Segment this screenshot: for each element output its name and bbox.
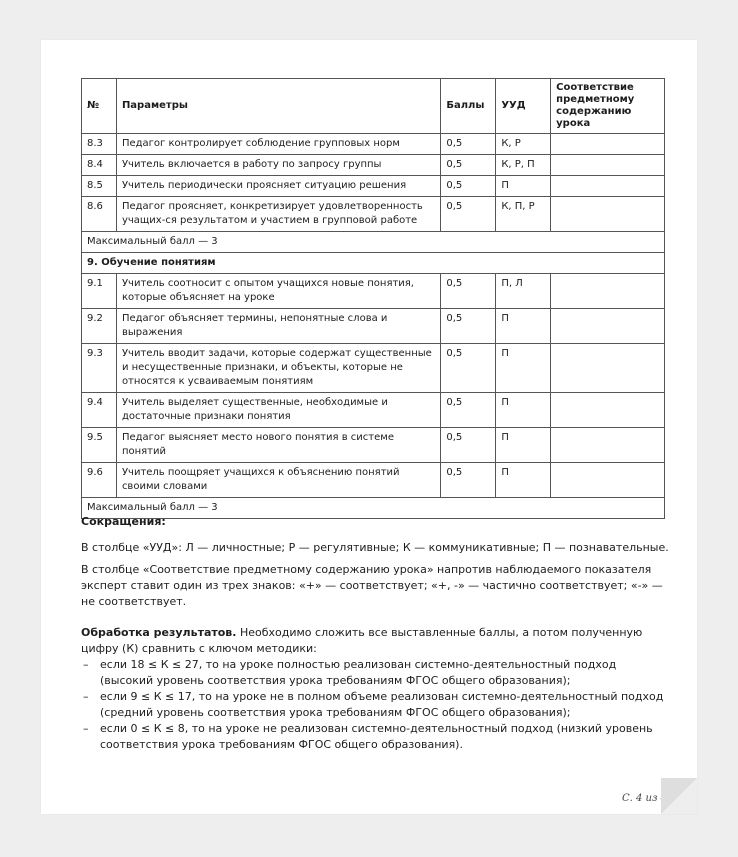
row-param: Учитель включается в работу по запросу группы: [116, 155, 440, 176]
header-num: №: [82, 79, 117, 134]
row-match: [551, 309, 665, 344]
row-uud: П: [496, 463, 551, 498]
list-item: [81, 689, 671, 721]
row-score: 0,5: [441, 428, 496, 463]
row-score: 0,5: [441, 155, 496, 176]
processing-title: Обработка результатов.: [81, 626, 237, 639]
row-match: [551, 344, 665, 393]
abbreviations-title: Сокращения:: [81, 515, 166, 528]
processing-intro: [81, 625, 671, 657]
row-uud: П: [496, 309, 551, 344]
row-score: 0,5: [441, 274, 496, 309]
row-uud: П: [496, 428, 551, 463]
row-uud: П: [496, 393, 551, 428]
row-score: 0,5: [441, 344, 496, 393]
table-row: [82, 197, 665, 232]
row-match: [551, 274, 665, 309]
table-row: [82, 463, 665, 498]
row-num: 8.6: [82, 197, 117, 232]
row-param: Учитель вводит задачи, которые содержат существенные и несущественные признаки, и объекты, которые не относятся к усваиваемым понятиям: [116, 344, 440, 393]
header-match: Соответствие предметному содержанию урока: [551, 79, 665, 134]
max-score-cell: Максимальный балл — 3: [82, 498, 665, 519]
processing-section: [81, 625, 671, 753]
abbreviations-match: В столбце «Соответствие предметному содержанию урока» напротив наблюдаемого показателя эксперт ставит один из трех знаков: «+» — соответствует; «+, -» — частично соответствует; «-» — не соответствует.: [81, 563, 663, 608]
table-row: [82, 176, 665, 197]
section-row: [82, 253, 665, 274]
row-num: 8.5: [82, 176, 117, 197]
row-score: 0,5: [441, 309, 496, 344]
table-row: [82, 393, 665, 428]
row-param: Учитель выделяет существенные, необходимые и достаточные признаки понятия: [116, 393, 440, 428]
row-param: Педагог объясняет термины, непонятные слова и выражения: [116, 309, 440, 344]
method-key-list: [81, 657, 671, 753]
max-score-row: [82, 232, 665, 253]
table-row: [82, 309, 665, 344]
header-score: Баллы: [441, 79, 496, 134]
row-num: 9.5: [82, 428, 117, 463]
table-row: [82, 134, 665, 155]
header-param: Параметры: [116, 79, 440, 134]
list-dash: –: [83, 722, 89, 735]
parameters-table: [81, 78, 665, 519]
row-score: 0,5: [441, 176, 496, 197]
row-uud: П, Л: [496, 274, 551, 309]
list-dash: –: [83, 690, 89, 703]
table-header-row: [82, 79, 665, 134]
row-param: Учитель соотносит с опытом учащихся новые понятия, которые объясняет на уроке: [116, 274, 440, 309]
row-match: [551, 393, 665, 428]
row-param: Учитель периодически проясняет ситуацию решения: [116, 176, 440, 197]
row-match: [551, 197, 665, 232]
row-param: Педагог контролирует соблюдение групповых норм: [116, 134, 440, 155]
abbreviations-section: [81, 514, 671, 610]
row-param: Педагог проясняет, конкретизирует удовлетворенность учащих-ся результатом и участием в групповой работе: [116, 197, 440, 232]
section-title: 9. Обучение понятиям: [82, 253, 665, 274]
list-item: [81, 657, 671, 689]
list-item-text: если 9 ≤ К ≤ 17, то на уроке не в полном объеме реализован системно-деятельностный подход (средний уровень соответствия урока требованиям ФГОС общего образования);: [100, 690, 664, 719]
page-corner-fold: [661, 778, 697, 814]
table-row: [82, 274, 665, 309]
max-score-cell: Максимальный балл — 3: [82, 232, 665, 253]
row-score: 0,5: [441, 197, 496, 232]
row-uud: П: [496, 176, 551, 197]
row-param: Педагог выясняет место нового понятия в системе понятий: [116, 428, 440, 463]
row-num: 9.3: [82, 344, 117, 393]
row-num: 8.4: [82, 155, 117, 176]
header-uud: УУД: [496, 79, 551, 134]
row-match: [551, 134, 665, 155]
row-match: [551, 428, 665, 463]
row-num: 9.2: [82, 309, 117, 344]
table-row: [82, 344, 665, 393]
document-page: [41, 40, 697, 814]
row-num: 9.6: [82, 463, 117, 498]
row-num: 9.1: [82, 274, 117, 309]
abbreviations-uud: В столбце «УУД»: Л — личностные; Р — регулятивные; К — коммуникативные; П — познавательные.: [81, 541, 669, 554]
row-score: 0,5: [441, 463, 496, 498]
table-row: [82, 428, 665, 463]
list-item-text: если 18 ≤ К ≤ 27, то на уроке полностью реализован системно-деятельностный подход (высокий уровень соответствия урока требованиям ФГОС общего образования);: [100, 658, 617, 687]
processing-intro-text: Необходимо сложить все выставленные баллы, а потом полученную цифру (К) сравнить с ключом методики:: [81, 626, 643, 655]
row-match: [551, 176, 665, 197]
row-uud: К, Р: [496, 134, 551, 155]
row-param: Учитель поощряет учащихся к объяснению понятий своими словами: [116, 463, 440, 498]
list-item-text: если 0 ≤ К ≤ 8, то на уроке не реализован системно-деятельностный подход (низкий уровень соответствия урока требованиям ФГОС общего образования).: [100, 722, 653, 751]
row-uud: К, Р, П: [496, 155, 551, 176]
row-score: 0,5: [441, 134, 496, 155]
list-dash: –: [83, 658, 89, 671]
page-number: С. 4 из 4: [622, 793, 667, 804]
row-match: [551, 463, 665, 498]
row-num: 8.3: [82, 134, 117, 155]
row-uud: К, П, Р: [496, 197, 551, 232]
row-match: [551, 155, 665, 176]
row-uud: П: [496, 344, 551, 393]
row-num: 9.4: [82, 393, 117, 428]
table-row: [82, 155, 665, 176]
list-item: [81, 721, 671, 753]
row-score: 0,5: [441, 393, 496, 428]
